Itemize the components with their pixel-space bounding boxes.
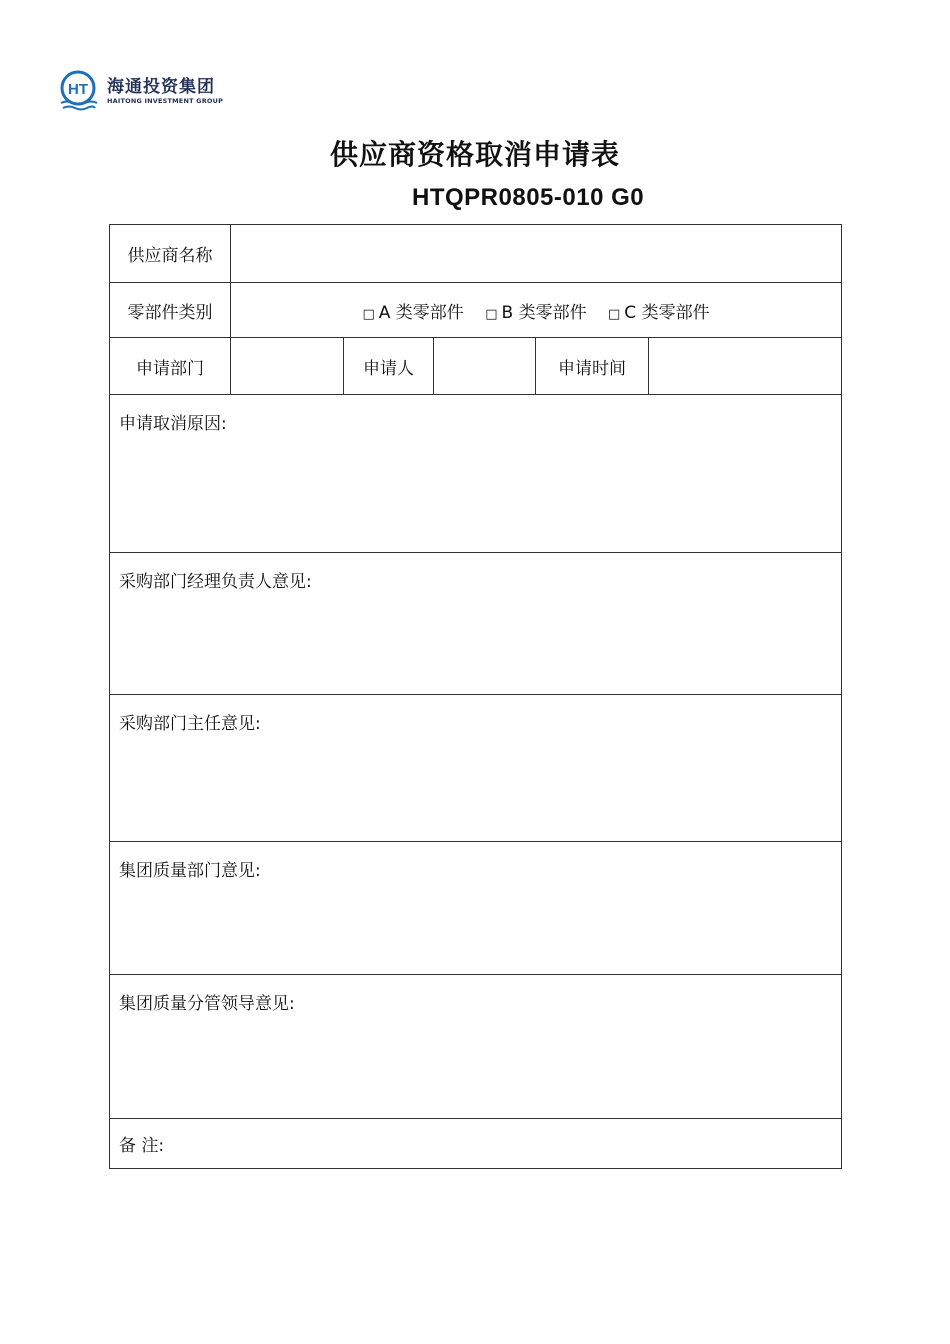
quality-dept-label: 集团质量部门意见: [119, 861, 261, 881]
logo-name-cn: 海通投资集团 [107, 76, 215, 97]
supplier-name-label: 供应商名称 [110, 225, 231, 283]
time-field[interactable] [649, 338, 842, 395]
document-code: HTQPR0805-010 G0 [412, 184, 645, 211]
haitong-logo-icon [57, 70, 99, 112]
quality-leader-section[interactable] [110, 975, 842, 1119]
remark-label: 备 注: [119, 1136, 165, 1156]
application-form [109, 224, 842, 1169]
applicant-label: 申请人 [344, 338, 434, 395]
category-option-c[interactable] [608, 303, 710, 323]
company-logo [57, 70, 223, 112]
category-option-a[interactable] [362, 303, 463, 323]
logo-name-en: HAITONG INVESTMENT GROUP [107, 96, 224, 105]
category-label: 零部件类别 [110, 283, 231, 338]
category-option-c-label: C 类零部件 [624, 302, 710, 323]
checkbox-a[interactable]: □ [362, 306, 375, 322]
supplier-name-field[interactable] [231, 225, 842, 283]
purchase-director-label: 采购部门主任意见: [119, 714, 261, 734]
document-title: 供应商资格取消申请表 [329, 138, 620, 171]
category-options [231, 283, 842, 338]
category-option-b-label: B 类零部件 [501, 302, 587, 323]
dept-label: 申请部门 [110, 338, 231, 395]
time-label: 申请时间 [536, 338, 649, 395]
reason-label: 申请取消原因: [119, 414, 227, 434]
purchase-manager-label: 采购部门经理负责人意见: [119, 572, 312, 592]
quality-dept-section[interactable] [110, 842, 842, 975]
applicant-field[interactable] [434, 338, 536, 395]
remark-section[interactable] [110, 1119, 842, 1169]
category-option-b[interactable] [485, 303, 586, 323]
checkbox-c[interactable]: □ [608, 306, 621, 322]
quality-leader-label: 集团质量分管领导意见: [119, 994, 295, 1014]
svg-text:HT: HT [68, 81, 88, 98]
reason-section[interactable] [110, 395, 842, 553]
purchase-manager-section[interactable] [110, 553, 842, 695]
checkbox-b[interactable]: □ [485, 306, 498, 322]
dept-field[interactable] [231, 338, 344, 395]
category-option-a-label: A 类零部件 [378, 302, 464, 323]
purchase-director-section[interactable] [110, 695, 842, 842]
